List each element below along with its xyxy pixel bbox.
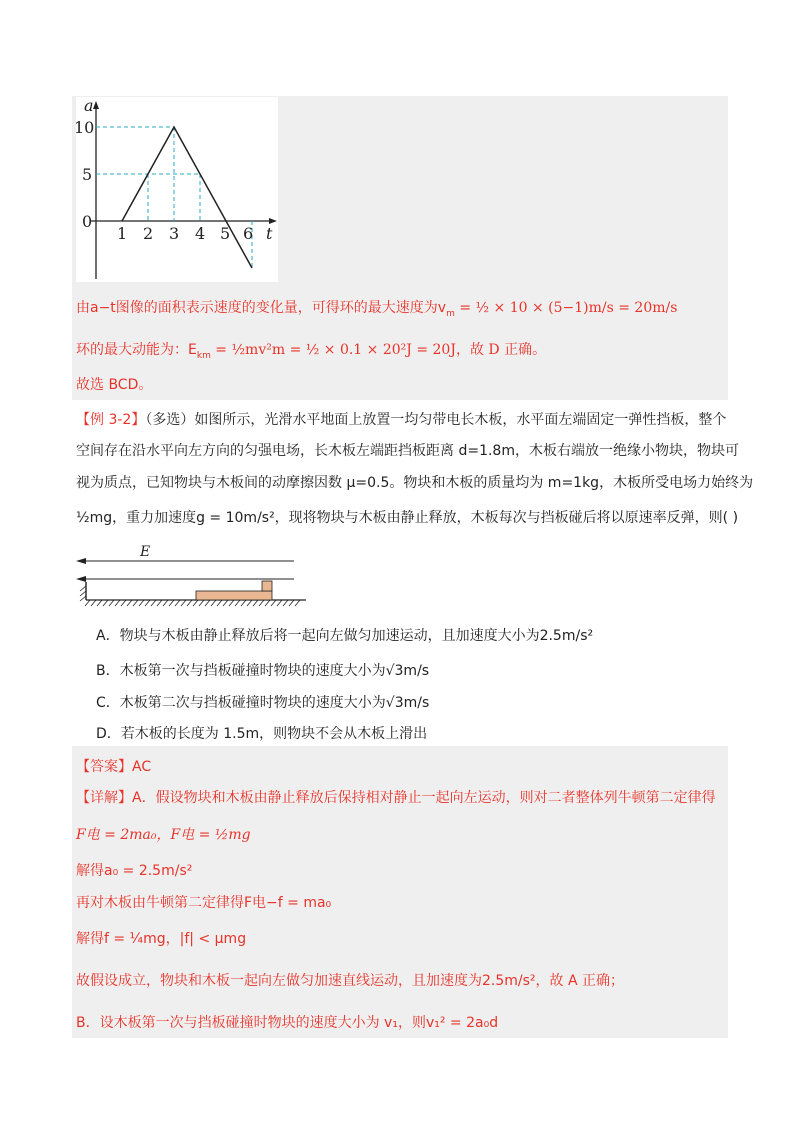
option-d: D．若木板的长度为 1.5m，则物块不会从木板上滑出 bbox=[96, 726, 428, 742]
option-a: A．物块与木板由静止释放后将一起向左做匀加速运动，且加速度大小为2.5m/s² bbox=[96, 628, 594, 644]
board-figure bbox=[74, 544, 310, 610]
explain-line-2: F电 = 2ma₀，F电 = ½mg bbox=[76, 827, 251, 843]
explain-line-5: 解得f = ¼mg，|f| < μmg bbox=[76, 931, 247, 947]
explain-line-4: 再对木板由牛顿第二定律得F电−f = ma₀ bbox=[76, 895, 332, 911]
example-line-4: ½mg，重力加速度g = 10m/s²，现将物块与木板由静止释放，木板每次与挡板碰后将以原速率反弹，则( ) bbox=[76, 510, 739, 526]
example-line-2: 空间存在沿水平向左方向的匀强电场，长木板左端距挡板距离 d=1.8m，木板右端放一绝缘小物块，物块可 bbox=[76, 443, 739, 459]
y-tick-0: 0 bbox=[82, 212, 93, 231]
example-tag: 【例 3-2】 bbox=[76, 412, 146, 428]
x-axis-label: t bbox=[266, 224, 273, 243]
field-label: E bbox=[140, 544, 151, 560]
answer-line bbox=[76, 757, 151, 777]
x-tick-4: 4 bbox=[195, 224, 206, 243]
y-tick-5: 5 bbox=[82, 165, 93, 184]
answer-value: AC bbox=[132, 759, 152, 775]
explain-line-1: 【详解】A．假设物块和木板由静止释放后保持相对静止一起向左运动，则对二者整体列牛顿第二定律得 bbox=[76, 790, 716, 806]
solution-line-1: 由a−t图像的面积表示速度的变化量，可得环的最大速度为$v_m$ = ½ × 10 × (5−1)m/s = 20m/s bbox=[76, 300, 678, 319]
explain-tag: 【详解】 bbox=[76, 790, 132, 806]
x-tick-6: 6 bbox=[243, 224, 254, 243]
explain-line-6: 故假设成立，物块和木板一起向左做匀加速直线运动，且加速度为2.5m/s²，故 A 正确； bbox=[76, 973, 625, 989]
x-tick-5: 5 bbox=[220, 224, 231, 243]
y-tick-10: 10 bbox=[76, 118, 95, 137]
option-c: C．木板第二次与挡板碰撞时物块的速度大小为√3m/s bbox=[96, 695, 430, 711]
answer-tag: 【答案】 bbox=[76, 759, 132, 775]
solution-line-2: 环的最大动能为：$E_{km}$ = ½mv²m = ½ × 0.1 × 20²J = 20J，故 D 正确。 bbox=[76, 342, 547, 361]
example-line-3: 视为质点，已知物块与木板间的动摩擦因数 μ=0.5。物块和木板的质量均为 m=1kg，木板所受电场力始终为 bbox=[76, 475, 754, 491]
option-b: B．木板第一次与挡板碰撞时物块的速度大小为√3m/s bbox=[96, 663, 430, 679]
x-tick-2: 2 bbox=[143, 224, 154, 243]
example-line-1: 【例 3-2】（多选）如图所示，光滑水平地面上放置一均匀带电长木板，水平面左端固定一弹性挡板，整个 bbox=[76, 412, 727, 428]
explain-line-3: 解得a₀ = 2.5m/s² bbox=[76, 863, 193, 879]
solution-conclusion: 故选 BCD。 bbox=[76, 377, 153, 393]
x-tick-3: 3 bbox=[169, 224, 180, 243]
x-tick-1: 1 bbox=[117, 224, 128, 243]
a-t-graph bbox=[76, 97, 278, 282]
explain-line-7: B．设木板第一次与挡板碰撞时物块的速度大小为 v₁，则v₁² = 2a₀d bbox=[76, 1015, 499, 1031]
y-axis-label: a bbox=[84, 97, 94, 115]
